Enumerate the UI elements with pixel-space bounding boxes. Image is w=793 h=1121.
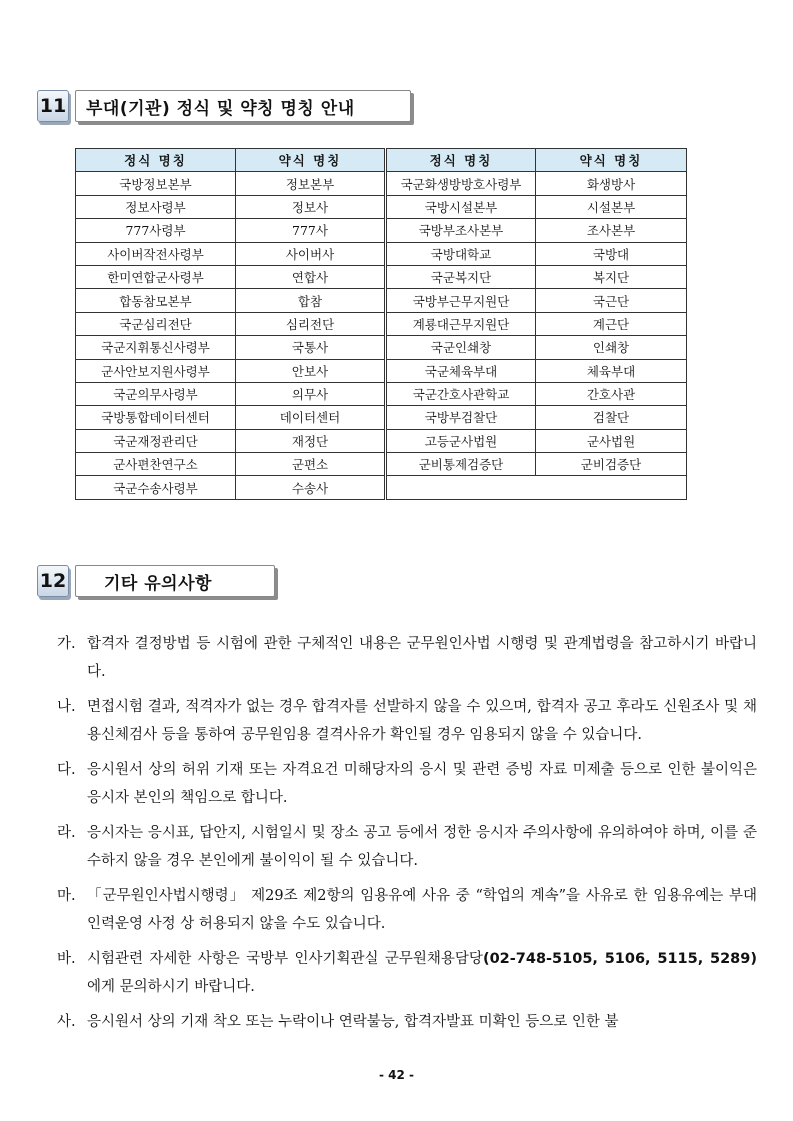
- table-row: [76, 336, 687, 359]
- formal-name-cell: 국군복지단: [386, 265, 536, 288]
- table-row: [76, 195, 687, 218]
- table-row: [76, 265, 687, 288]
- formal-name-cell: 국방시설본부: [386, 195, 536, 218]
- note-item: [57, 693, 757, 749]
- short-name-cell: 계근단: [536, 312, 687, 335]
- table-row: [76, 219, 687, 242]
- formal-name-cell: 사이버작전사령부: [76, 242, 236, 265]
- short-name-cell: 조사본부: [536, 219, 687, 242]
- short-name-cell: 재정단: [236, 429, 386, 452]
- table-row: [76, 289, 687, 312]
- note-item: [57, 630, 757, 686]
- short-name-cell: 군사법원: [536, 429, 687, 452]
- formal-name-cell: 777사령부: [76, 219, 236, 242]
- page-number: - 42 -: [378, 1068, 414, 1082]
- note-item: [57, 945, 757, 1001]
- short-name-cell: 간호사관: [536, 382, 687, 405]
- note-item: [57, 1008, 757, 1036]
- note-text-part: 시험관련 자세한 사항은 국방부 인사기획관실 군무원채용담당: [87, 951, 483, 967]
- formal-name-cell: 국군수송사령부: [76, 476, 236, 499]
- short-name-cell: 의무사: [236, 382, 386, 405]
- note-marker: 라.: [57, 825, 76, 841]
- short-name-cell: 체육부대: [536, 359, 687, 382]
- note-marker: 나.: [57, 699, 76, 715]
- formal-name-cell: 국군체육부대: [386, 359, 536, 382]
- short-name-cell: 사이버사: [236, 242, 386, 265]
- short-name-cell: 심리전단: [236, 312, 386, 335]
- formal-name-cell: 국방통합데이터센터: [76, 406, 236, 429]
- note-text: 응시원서 상의 허위 기재 또는 자격요건 미해당자의 응시 및 관련 증빙 자료 미제출 등으로 인한 불이익은 응시자 본인의 책임으로 합니다.: [87, 762, 757, 806]
- short-name-cell: 수송사: [236, 476, 386, 499]
- formal-name-cell: 국군재정관리단: [76, 429, 236, 452]
- note-marker: 바.: [57, 951, 76, 967]
- table-row: [76, 406, 687, 429]
- formal-name-cell: 계룡대근무지원단: [386, 312, 536, 335]
- header-short-name: 약식 명칭: [236, 149, 386, 172]
- formal-name-cell: 합동참모본부: [76, 289, 236, 312]
- table-row: [76, 172, 687, 195]
- table-row: [76, 453, 687, 476]
- formal-name-cell: 고등군사법원: [386, 429, 536, 452]
- note-marker: 마.: [57, 888, 76, 904]
- formal-name-cell: 국방부근무지원단: [386, 289, 536, 312]
- short-name-cell: 군편소: [236, 453, 386, 476]
- unit-names-table: [75, 148, 687, 500]
- table-row: [76, 312, 687, 335]
- short-name-cell: 시설본부: [536, 195, 687, 218]
- table-row: [76, 382, 687, 405]
- note-item: [57, 819, 757, 875]
- short-name-cell: 777사: [236, 219, 386, 242]
- table-row: [76, 359, 687, 382]
- section-title: 부대(기관) 정식 및 약칭 명칭 안내: [75, 90, 411, 122]
- table-row: [76, 429, 687, 452]
- short-name-cell: 데이터센터: [236, 406, 386, 429]
- short-name-cell: 국근단: [536, 289, 687, 312]
- formal-name-cell: 군사안보지원사령부: [76, 359, 236, 382]
- table-row: [76, 242, 687, 265]
- formal-name-cell: 국방부조사본부: [386, 219, 536, 242]
- formal-name-cell: [386, 476, 687, 499]
- short-name-cell: 인쇄창: [536, 336, 687, 359]
- short-name-cell: 연합사: [236, 265, 386, 288]
- note-text: 응시자는 응시표, 답안지, 시험일시 및 장소 공고 등에서 정한 응시자 주의사항에 유의하여야 하며, 이를 준수하지 않을 경우 본인에게 불이익이 될 수 있습니다.: [87, 825, 757, 869]
- note-item: [57, 756, 757, 812]
- formal-name-cell: 국군의무사령부: [76, 382, 236, 405]
- note-item: [57, 882, 757, 938]
- note-text-part: 에게 문의하시기 바랍니다.: [87, 979, 255, 995]
- short-name-cell: 합참: [236, 289, 386, 312]
- formal-name-cell: 국방부검찰단: [386, 406, 536, 429]
- formal-name-cell: 정보사령부: [76, 195, 236, 218]
- formal-name-cell: 국방정보본부: [76, 172, 236, 195]
- header-formal-name: 정식 명칭: [76, 149, 236, 172]
- section-number: 12: [37, 565, 69, 597]
- formal-name-cell: 국군지휘통신사령부: [76, 336, 236, 359]
- formal-name-cell: 국군간호사관학교: [386, 382, 536, 405]
- section-12-header: [37, 565, 275, 597]
- formal-name-cell: 군사편찬연구소: [76, 453, 236, 476]
- short-name-cell: 복지단: [536, 265, 687, 288]
- note-text: 합격자 결정방법 등 시험에 관한 구체적인 내용은 군무원인사법 시행령 및 관계법령을 참고하시기 바랍니다.: [87, 636, 757, 680]
- section-number: 11: [37, 90, 69, 122]
- formal-name-cell: 국방대학교: [386, 242, 536, 265]
- section-11-header: [37, 90, 411, 122]
- notes-list: [57, 630, 757, 1043]
- short-name-cell: 정보사: [236, 195, 386, 218]
- short-name-cell: 정보본부: [236, 172, 386, 195]
- short-name-cell: 군비검증단: [536, 453, 687, 476]
- section-title: 기타 유의사항: [75, 565, 275, 597]
- note-marker: 가.: [57, 636, 76, 652]
- short-name-cell: 국방대: [536, 242, 687, 265]
- table-header-row: [76, 149, 687, 172]
- formal-name-cell: 한미연합군사령부: [76, 265, 236, 288]
- note-marker: 다.: [57, 762, 76, 778]
- note-text: 면접시험 결과, 적격자가 없는 경우 합격자를 선발하지 않을 수 있으며, 합격자 공고 후라도 신원조사 및 채용신체검사 등을 통하여 공무원임용 결격사유가 확인될 경우 임용되지 않을 수 있습니다.: [87, 699, 757, 743]
- short-name-cell: 안보사: [236, 359, 386, 382]
- table-row: [76, 476, 687, 499]
- table-body: [76, 172, 687, 499]
- formal-name-cell: 국군심리전단: [76, 312, 236, 335]
- formal-name-cell: 국군인쇄창: [386, 336, 536, 359]
- note-text: 「군무원인사법시행령」 제29조 제2항의 임용유예 사유 중 “학업의 계속”을 사유로 한 임용유예는 부대 인력운영 사정 상 허용되지 않을 수도 있습니다.: [87, 888, 757, 932]
- formal-name-cell: 군비통제검증단: [386, 453, 536, 476]
- formal-name-cell: 국군화생방방호사령부: [386, 172, 536, 195]
- short-name-cell: 국통사: [236, 336, 386, 359]
- note-marker: 사.: [57, 1014, 76, 1030]
- short-name-cell: 검찰단: [536, 406, 687, 429]
- short-name-cell: 화생방사: [536, 172, 687, 195]
- note-text: [87, 945, 757, 1001]
- header-short-name: 약식 명칭: [536, 149, 687, 172]
- note-text: 응시원서 상의 기재 착오 또는 누락이나 연락불능, 합격자발표 미확인 등으로 인한 불: [87, 1014, 619, 1030]
- header-formal-name: 정식 명칭: [386, 149, 536, 172]
- contact-phone-numbers: (02-748-5105, 5106, 5115, 5289): [482, 951, 757, 967]
